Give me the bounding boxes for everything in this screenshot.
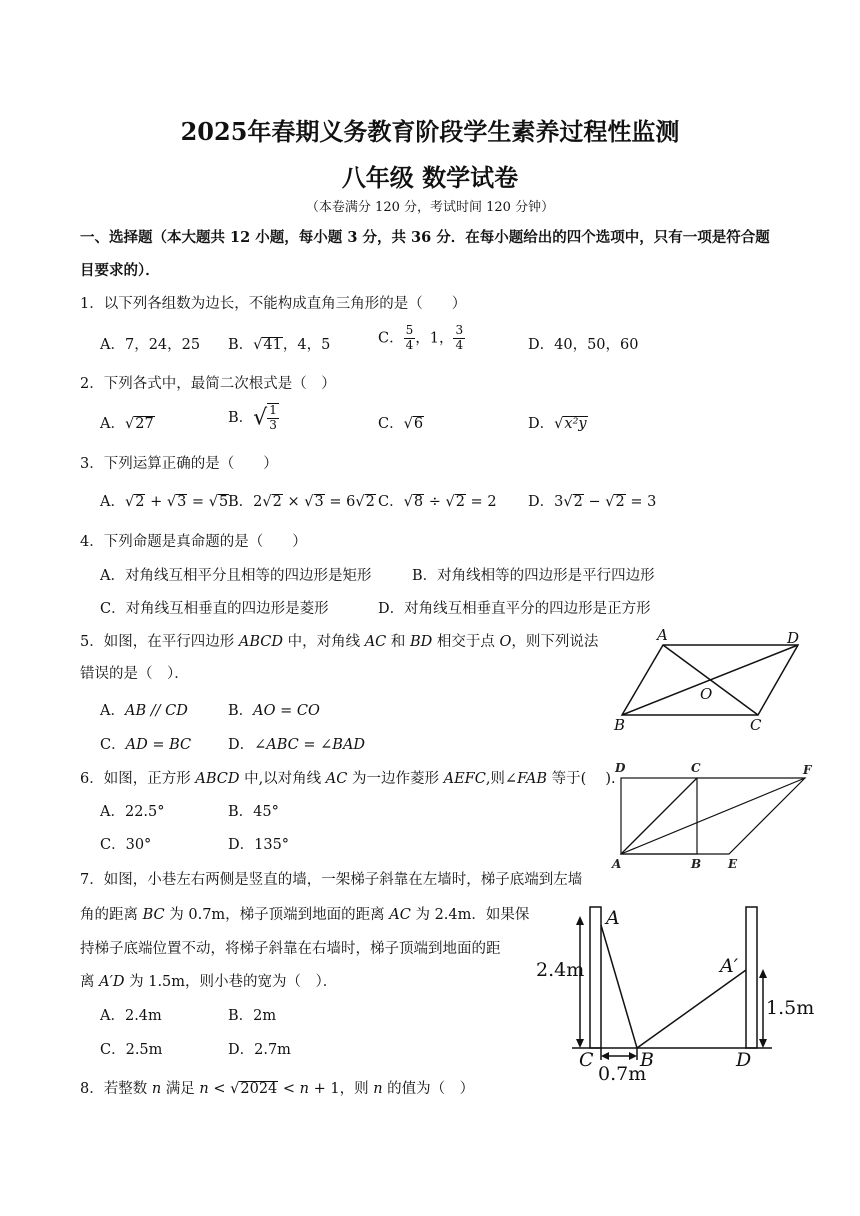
q3-option-b: B．2√2 × √3 = 6√2 (228, 494, 375, 510)
arrowhead-down-right (759, 1039, 767, 1048)
label-b: B (640, 1049, 654, 1071)
ladder-right (637, 970, 746, 1048)
q7-option-d: D．2.7m (228, 1042, 291, 1058)
q3-option-a: A．√2 + √3 = √5 (100, 494, 229, 510)
label-a-prime: A′ (720, 955, 739, 977)
arrowhead-up-right (759, 969, 767, 978)
q2-option-d: D．√x²y (528, 416, 587, 432)
question-8-stem: 8．若整数 n 满足 n < √2024 < n + 1，则 n 的值为（ ） (80, 1081, 475, 1097)
label-a: A (612, 857, 622, 871)
q7-option-a: A．2.4m (100, 1008, 162, 1024)
q1-option-c: C． $\frac{5}{4}$ ，1， $\frac{3}{4}$ (378, 323, 464, 352)
arrowhead-right-width (629, 1052, 637, 1060)
q2-option-c: C．√6 (378, 416, 424, 432)
left-wall (590, 907, 601, 1048)
q1-option-d: D．40，50，60 (528, 337, 639, 353)
right-wall (746, 907, 757, 1048)
exam-score-time-note: （本卷满分 120 分，考试时间 120 分钟） (305, 200, 555, 215)
question-5-stem: 5．如图，在平行四边形 ABCD 中，对角线 AC 和 BD 相交于点 O，则下列说法 (80, 634, 599, 650)
exam-subtitle-grade: 八年级 数学试卷 (341, 163, 519, 192)
question-4-stem: 4．下列命题是真命题的是（ ） (80, 534, 307, 550)
question-7-stem: 7．如图，小巷左右两侧是竖直的墙，一架梯子斜靠在左墙时，梯子底端到左墙 (80, 872, 583, 888)
q5-option-b: B．AO = CO (228, 703, 320, 719)
label-width: 0.7m (598, 1063, 647, 1085)
label-b: B (614, 716, 626, 734)
question-7-stem-l2: 角的距离 BC 为 0.7m，梯子顶端到地面的距离 AC 为 2.4m．如果保 (80, 907, 530, 923)
q6-option-d: D．135° (228, 837, 290, 853)
question-2-stem: 2．下列各式中，最简二次根式是（ ） (80, 376, 336, 392)
label-height-right: 1.5m (766, 997, 815, 1019)
question-6-stem: 6．如图，正方形 ABCD 中,以对角线 AC 为一边作菱形 AEFC,则∠FAB 等于( ). (80, 771, 616, 787)
question-7-stem-l3: 持梯子底端位置不动，将梯子斜靠在右墙时，梯子顶端到地面的距 (80, 941, 501, 957)
q2-option-b: B．√ $\frac{1}{3}$ (228, 403, 277, 432)
q1-option-a: A．7，24，25 (100, 337, 201, 353)
question-1-stem: 1．以下列各组数为边长，不能构成直角三角形的是（ ） (80, 296, 467, 312)
q5-option-c: C．AD = BC (100, 737, 192, 753)
exam-title: 2025年春期义务教育阶段学生素养过程性监测 (180, 117, 680, 146)
q1-option-b: B．√41，4，5 (228, 337, 331, 353)
label-d: D (736, 1049, 752, 1071)
q6-option-a: A．22.5° (100, 804, 165, 820)
label-c: C (579, 1049, 594, 1071)
section1-heading-cont: 目要求的）． (80, 262, 160, 279)
q2-option-a: A．√27 (100, 416, 154, 432)
question-7-stem-l4: 离 A′D 为 1.5m，则小巷的宽为（ ）． (80, 974, 338, 990)
ladder-left (601, 925, 637, 1048)
label-f: F (803, 763, 812, 777)
arrowhead-left-width (601, 1052, 609, 1060)
q7-option-b: B．2m (228, 1008, 277, 1024)
arrowhead-down-left (576, 1039, 584, 1048)
label-e: E (728, 857, 738, 871)
question-3-stem: 3．下列运算正确的是（ ） (80, 456, 278, 472)
q3-option-c: C．√8 ÷ √2 = 2 (378, 494, 497, 510)
label-b: B (691, 857, 702, 871)
q7-option-c: C．2.5m (100, 1042, 163, 1058)
label-o: O (700, 685, 713, 703)
q6-option-c: C．30° (100, 837, 152, 853)
arrowhead-up-left (576, 916, 584, 925)
q6-option-b: B．45° (228, 804, 279, 820)
q4-option-b: B．对角线相等的四边形是平行四边形 (412, 568, 655, 584)
label-a: A (606, 907, 620, 929)
q5-option-a: A．AB // CD (100, 703, 188, 719)
label-height-left: 2.4m (536, 959, 585, 981)
label-c: C (691, 761, 701, 775)
question-5-stem-cont: 错误的是（ ）． (80, 666, 189, 682)
label-d: D (787, 629, 800, 647)
q3-option-d: D．3√2 − √2 = 3 (528, 494, 657, 510)
q5-option-d: D．∠ABC = ∠BAD (228, 737, 366, 753)
label-c: C (750, 716, 762, 734)
q4-option-d: D．对角线互相垂直平分的四边形是正方形 (378, 601, 651, 617)
q4-option-c: C．对角线互相垂直的四边形是菱形 (100, 601, 329, 617)
label-a: A (657, 626, 668, 644)
q4-option-a: A．对角线互相平分且相等的四边形是矩形 (100, 568, 372, 584)
section1-heading: 一、选择题（本大题共 12 小题，每小题 3 分，共 36 分．在每小题给出的四个选项中，只有一项是符合题 (80, 229, 770, 246)
label-d: D (615, 761, 626, 775)
